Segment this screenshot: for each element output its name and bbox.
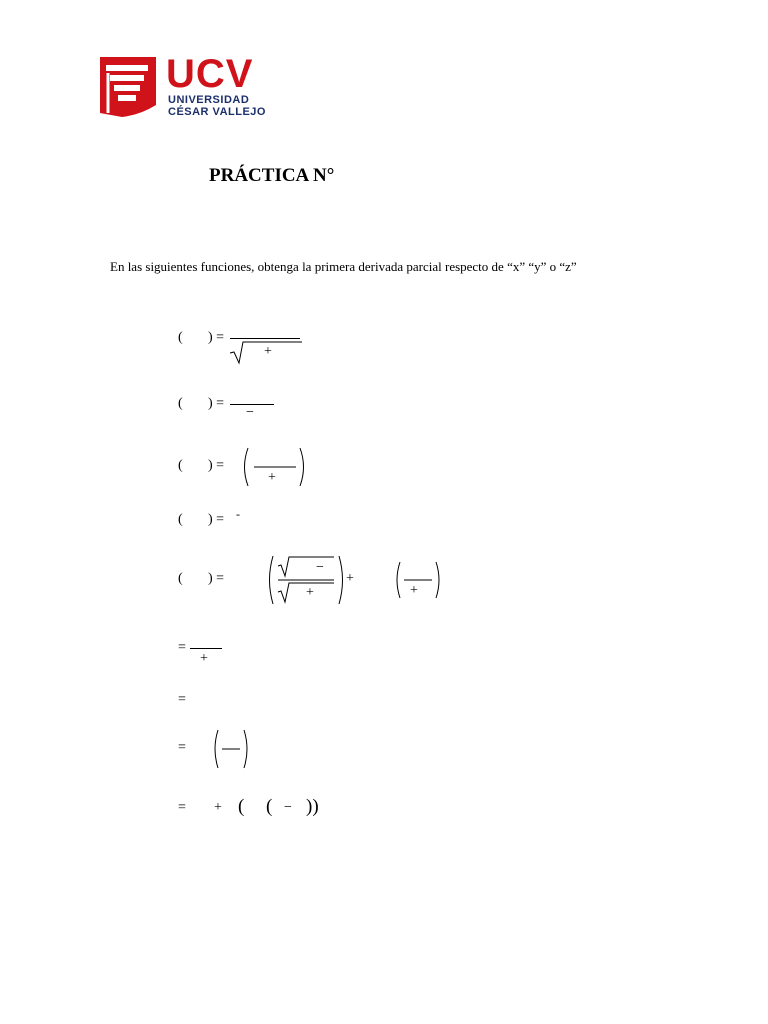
equation-4-superscript-dash: - [236, 507, 240, 521]
equation-6-plus: + [200, 651, 208, 666]
equation-3-lparen: ( [178, 458, 183, 473]
equation-5-lparen: ( [178, 571, 183, 586]
equation-9-plus: + [214, 800, 222, 815]
instructions-text: En las siguientes funciones, obtenga la primera derivada parcial respecto de “x” “y” o “z” [110, 259, 577, 274]
equation-4-lparen: ( [178, 512, 183, 527]
equation-8 [178, 728, 258, 772]
equation-6 [178, 638, 248, 668]
equation-1-rparen-eq: ) = [208, 330, 225, 345]
equation-5-right-parens-icon [394, 560, 442, 602]
equation-8-eq: = [178, 740, 186, 755]
equation-5 [178, 552, 448, 608]
equation-2 [178, 394, 288, 424]
equation-9-lparen-inner: ( [266, 796, 273, 817]
equation-4 [178, 507, 258, 532]
equation-1 [178, 328, 308, 364]
logo-name-line: CÉSAR VALLEJO [168, 106, 266, 118]
equation-5-minus: − [316, 560, 324, 575]
equation-9-lparen-outer: ( [238, 796, 245, 817]
equation-9 [178, 796, 328, 820]
equation-1-plus: + [264, 344, 272, 359]
equation-9-rparens: )) [306, 796, 319, 817]
equation-2-rparen-eq: ) = [208, 396, 225, 411]
equation-5-plus-inner: + [306, 585, 314, 600]
equation-1-lparen: ( [178, 330, 183, 345]
equation-9-minus: − [284, 800, 292, 815]
equation-3-rparen-eq: ) = [208, 458, 225, 473]
equation-2-lparen: ( [178, 396, 183, 411]
equation-4-rparen-eq: ) = [208, 512, 225, 527]
logo-university-line: UNIVERSIDAD [168, 94, 250, 106]
equation-7-eq: = [178, 692, 186, 707]
equation-3 [178, 446, 318, 490]
equation-5-rparen-eq: ) = [208, 571, 225, 586]
equation-2-minus: − [246, 405, 254, 420]
equation-7 [178, 690, 198, 710]
equation-3-plus: + [268, 470, 276, 485]
equation-6-fraction-bar [190, 648, 222, 649]
equation-6-eq: = [178, 640, 186, 655]
equation-9-eq: = [178, 800, 186, 815]
equation-8-big-parens-icon [212, 728, 250, 770]
page-title: PRÁCTICA N° [209, 165, 335, 186]
equation-1-fraction-bar [230, 338, 300, 339]
logo-brand-text: UCV [166, 52, 254, 96]
equation-5-plus-outer: + [346, 571, 354, 586]
equation-5-plus-right: + [410, 583, 418, 598]
